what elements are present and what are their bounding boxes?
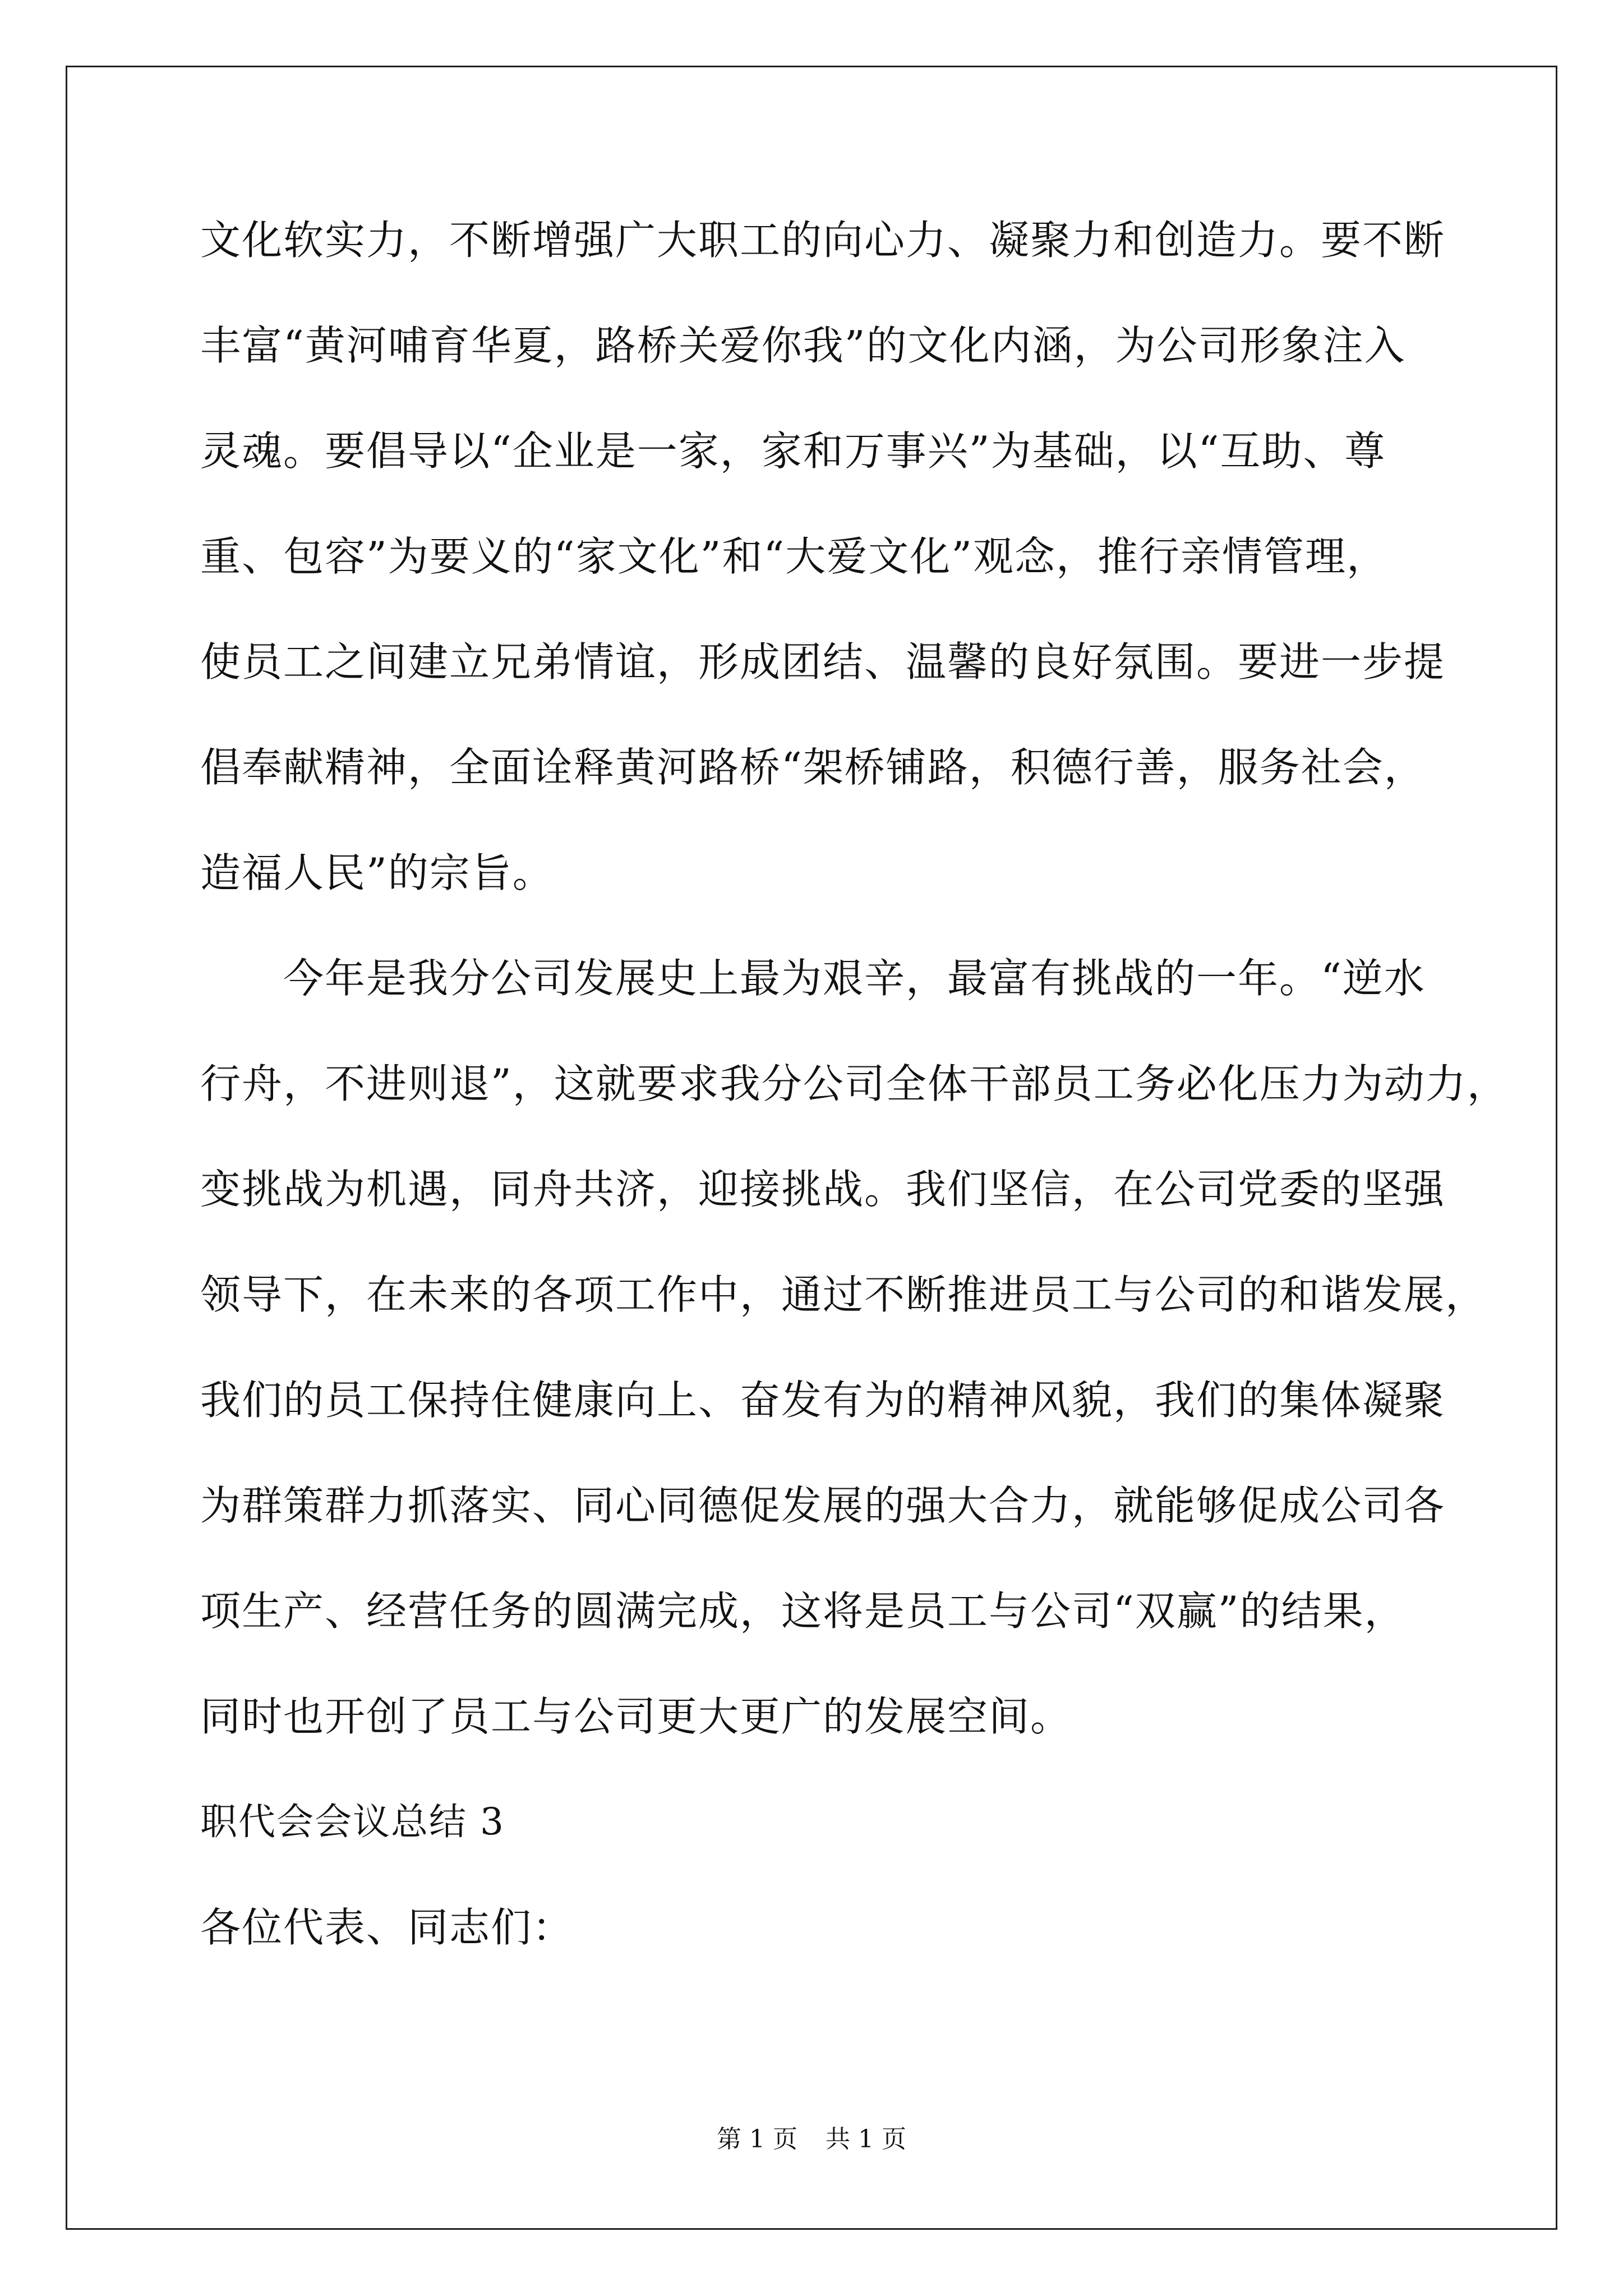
body-text-line: 变挑战为机遇，同舟共济，迎接挑战。我们坚信，在公司党委的坚强 [200,1166,1446,1213]
body-text-line: 同时也开创了员工与公司更大更广的发展空间。 [200,1693,1072,1740]
body-text-line: 丰富“黄河哺育华夏，路桥关爱你我”的文化内涵，为公司形象注入 [200,322,1406,369]
body-text-line: 项生产、经营任务的圆满完成，这将是员工与公司“双赢”的结果， [200,1588,1406,1635]
body-text-line: 文化软实力，不断增强广大职工的向心力、凝聚力和创造力。要不断 [200,217,1446,264]
page-number-current: 第 1 页 [717,2125,797,2154]
body-text-line: 灵魂。要倡导以“企业是一家，家和万事兴”为基础，以“互助、尊 [200,427,1386,475]
section-heading: 职代会会议总结 3 [200,1800,505,1843]
body-text-line: 领导下，在未来的各项工作中，通过不断推进员工与公司的和谐发展， [200,1271,1487,1318]
body-text-line: 重、包容”为要义的“家文化”和“大爱文化”观念，推行亲情管理， [200,533,1389,580]
body-text-line: 今年是我分公司发展史上最为艰辛，最富有挑战的一年。“逆水 [200,955,1426,1002]
body-text-line: 我们的员工保持住健康向上、奋发有为的精神风貌，我们的集体凝聚 [200,1377,1446,1424]
body-text-line: 造福人民”的宗旨。 [200,849,554,896]
body-text-line: 使员工之间建立兄弟情谊，形成团结、温馨的良好氛围。要进一步提 [200,638,1446,685]
body-text-line: 行舟，不进则退”，这就要求我分公司全体干部员工务必化压力为动力， [200,1060,1509,1107]
body-text-line: 倡奉献精神，全面诠释黄河路桥“架桥铺路，积德行善，服务社会， [200,744,1426,791]
page-footer [0,2123,1623,2156]
salutation: 各位代表、同志们： [200,1904,574,1951]
page-number-total: 共 1 页 [826,2125,906,2154]
body-text-line: 为群策群力抓落实、同心同德促发展的强大合力，就能够促成公司各 [200,1482,1446,1529]
